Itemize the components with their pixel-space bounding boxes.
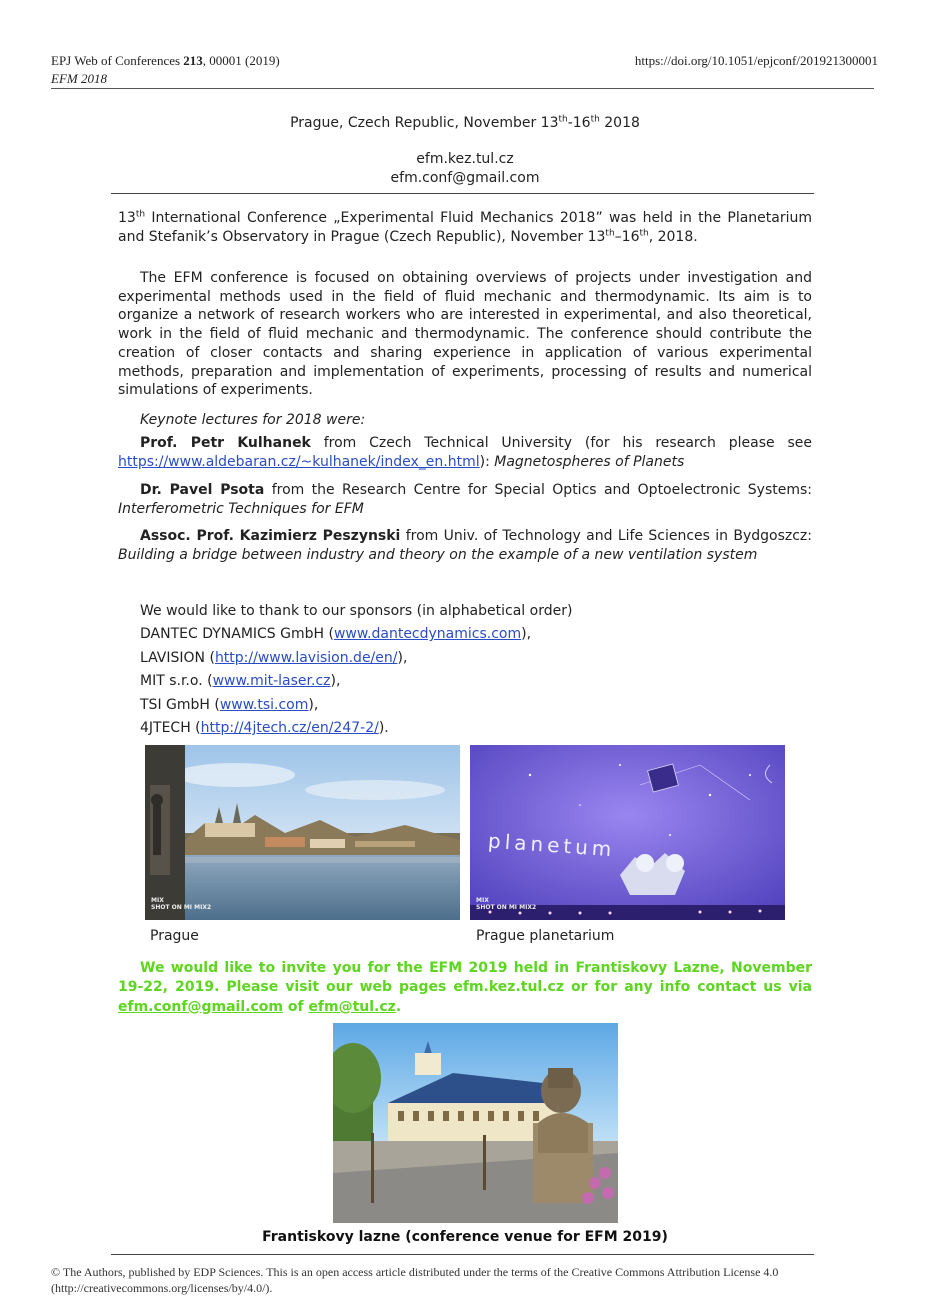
lecture-title: Building a bridge between industry and theory on the example of a new ventilation system xyxy=(118,546,758,563)
invitation-email-2[interactable]: efm@tul.cz xyxy=(308,998,396,1015)
conference-website[interactable]: efm.kez.tul.cz xyxy=(416,151,514,167)
watermark: MIX SHOT ON MI MIX2 xyxy=(151,897,212,911)
issue: , 00001 (2019) xyxy=(202,53,280,68)
keynotes-heading: Keynote lectures for 2018 were: xyxy=(140,412,366,428)
section-divider xyxy=(111,193,814,194)
sponsor-link[interactable]: www.dantecdynamics.com xyxy=(333,626,522,643)
planetarium-photo xyxy=(470,745,785,920)
prague-photo xyxy=(145,745,460,920)
venue-caption: Frantiskovy lazne (conference venue for EFM 2019) xyxy=(262,1229,668,1245)
footer-divider xyxy=(111,1254,814,1255)
lecture-title: Interferometric Techniques for EFM xyxy=(118,500,364,517)
header-divider xyxy=(51,88,874,89)
speaker-name: Assoc. Prof. Kazimierz Peszynski xyxy=(140,528,401,544)
speaker-link[interactable]: https://www.aldebaran.cz/~kulhanek/index_en.html xyxy=(118,453,480,470)
keynote-item: Dr. Pavel Psota from the Research Centre for Special Optics and Optoelectronic Systems: Interferometric Techniques for EFM xyxy=(118,482,812,517)
conference-email[interactable]: efm.conf@gmail.com xyxy=(390,170,540,186)
sponsor-item: DANTEC DYNAMICS GmbH (www.dantecdynamics.com), xyxy=(140,626,532,643)
sponsors-heading: We would like to thank to our sponsors (in alphabetical order) xyxy=(140,603,573,619)
planetarium-caption: Prague planetarium xyxy=(476,928,615,944)
frantiskovy-lazne-photo xyxy=(333,1023,618,1223)
volume: 213 xyxy=(183,53,203,68)
lecture-title: Magnetospheres of Planets xyxy=(494,453,685,470)
speaker-name: Dr. Pavel Psota xyxy=(140,482,265,498)
license-footer: © The Authors, published by EDP Sciences. This is an open access article distributed under the terms of the Creative Commons Attribution License 4.0 (http://creativecommons.org/licenses/by/4.0/). xyxy=(51,1265,779,1295)
invitation-text: We would like to invite you for the EFM 2019 held in Frantiskovy Lazne, November 19-22, 2019. Please visit our web pages efm.kez.tul.cz or for any info contact us via efm.conf@gmail.com of efm@tul.cz. xyxy=(118,960,812,1015)
doi-link[interactable]: https://doi.org/10.1051/epjconf/201921300001 xyxy=(634,53,878,68)
journal-line xyxy=(51,52,280,70)
keynote-item: Prof. Petr Kulhanek from Czech Technical University (for his research please see https://www.aldebaran.cz/~kulhanek/index_en.html): Magnetospheres of Planets xyxy=(118,435,812,470)
sponsor-item: TSI GmbH (www.tsi.com), xyxy=(140,696,319,713)
keynote-item: Assoc. Prof. Kazimierz Peszynski from Univ. of Technology and Life Sciences in Bydgoszcz: Building a bridge between industry and theory on the example of a new ventilation system xyxy=(118,528,812,563)
venue-dates: Prague, Czech Republic, November 13th-16th 2018 xyxy=(290,114,640,131)
sponsor-item: MIT s.r.o. (www.mit-laser.cz), xyxy=(140,673,341,690)
sponsors-list xyxy=(140,600,572,740)
watermark: MIX SHOT ON MI MIX2 xyxy=(476,897,537,911)
running-header xyxy=(51,52,280,88)
sponsor-item: 4JTECH (http://4jtech.cz/en/247-2/). xyxy=(140,720,389,737)
sponsor-link[interactable]: www.mit-laser.cz xyxy=(212,673,331,690)
sponsor-item: LAVISION (http://www.lavision.de/en/), xyxy=(140,649,408,666)
prague-caption: Prague xyxy=(150,928,199,944)
intro-paragraph-2: The EFM conference is focused on obtaining overviews of projects under investigation and experimental methods used in the field of fluid mechanic and thermodynamic. Its aim is to organize a network of research workers who are interested in experimental, and also theoretical, work in the field of fluid mechanic and thermodynamic. The conference should contribute the creation of closer contacts and sharing experience in application of various experimental methods, preparation and implementation of experiments, processing of results and numerical simulations of experiments. xyxy=(118,270,812,399)
invitation-email-1[interactable]: efm.conf@gmail.com xyxy=(118,998,283,1015)
sponsor-link[interactable]: http://4jtech.cz/en/247-2/ xyxy=(200,720,379,737)
sponsor-link[interactable]: http://www.lavision.de/en/ xyxy=(214,649,398,666)
conference-name: EFM 2018 xyxy=(51,71,107,86)
sponsor-link[interactable]: www.tsi.com xyxy=(219,696,309,713)
journal-prefix: EPJ Web of Conferences xyxy=(51,53,184,68)
speaker-name: Prof. Petr Kulhanek xyxy=(140,435,311,451)
intro-paragraph-1: 13th International Conference „Experimental Fluid Mechanics 2018” was held in the Planetarium and Stefanik’s Observatory in Prague (Czech Republic), November 13th–16th, 2018. xyxy=(118,209,812,245)
planetarium-sign: planetum xyxy=(487,828,617,862)
